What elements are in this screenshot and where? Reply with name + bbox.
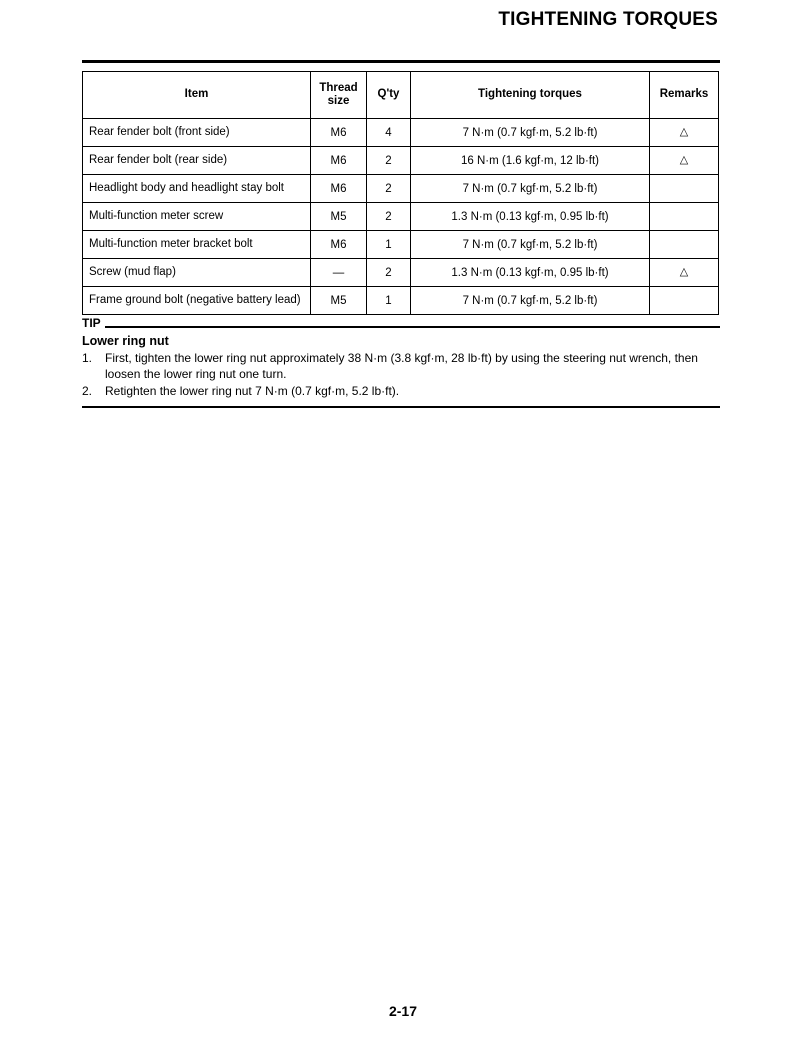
cell-item: Frame ground bolt (negative battery lead) [83, 287, 311, 315]
cell-thread-size: M5 [311, 287, 367, 315]
column-header-qty: Q'ty [367, 72, 411, 119]
cell-item: Screw (mud flap) [83, 259, 311, 287]
cell-item: Rear fender bolt (rear side) [83, 147, 311, 175]
table-body [83, 119, 719, 315]
cell-item: Multi-function meter screw [83, 203, 311, 231]
cell-item: Headlight body and headlight stay bolt [83, 175, 311, 203]
cell-qty: 2 [367, 259, 411, 287]
cell-qty: 2 [367, 175, 411, 203]
cell-torque: 1.3 N·m (0.13 kgf·m, 0.95 lb·ft) [411, 259, 650, 287]
cell-item: Rear fender bolt (front side) [83, 119, 311, 147]
cell-remarks [650, 203, 719, 231]
list-item [82, 384, 720, 400]
header-rule [82, 60, 720, 63]
cell-qty: 2 [367, 147, 411, 175]
tip-subheading: Lower ring nut [82, 334, 169, 348]
cell-remarks: △ [650, 119, 719, 147]
cell-torque: 7 N·m (0.7 kgf·m, 5.2 lb·ft) [411, 175, 650, 203]
cell-remarks: △ [650, 147, 719, 175]
column-header-item: Item [83, 72, 311, 119]
cell-qty: 2 [367, 203, 411, 231]
cell-torque: 1.3 N·m (0.13 kgf·m, 0.95 lb·ft) [411, 203, 650, 231]
tip-label: TIP [82, 316, 105, 330]
cell-thread-size: M6 [311, 231, 367, 259]
cell-torque: 7 N·m (0.7 kgf·m, 5.2 lb·ft) [411, 231, 650, 259]
cell-thread-size: M5 [311, 203, 367, 231]
column-header-tightening-torques: Tightening torques [411, 72, 650, 119]
list-item-number: 1. [82, 351, 93, 366]
cell-remarks: △ [650, 259, 719, 287]
table-row [83, 175, 719, 203]
list-item [82, 351, 720, 383]
list-item-text: First, tighten the lower ring nut approximately 38 N·m (3.8 kgf·m, 28 lb·ft) by using the steering nut wrench, then loosen the lower ring nut one turn. [105, 351, 698, 382]
cell-remarks [650, 175, 719, 203]
column-header-thread-size-line1: Thread [319, 81, 358, 94]
cell-torque: 7 N·m (0.7 kgf·m, 5.2 lb·ft) [411, 287, 650, 315]
table-header [83, 72, 719, 119]
tip-bottom-rule [82, 406, 720, 408]
cell-qty: 1 [367, 287, 411, 315]
table-header-row [83, 72, 719, 119]
tip-header [82, 316, 720, 331]
table-row [83, 259, 719, 287]
tightening-torques-table [82, 71, 719, 315]
cell-qty: 1 [367, 231, 411, 259]
table-row [83, 287, 719, 315]
cell-thread-size: M6 [311, 175, 367, 203]
list-item-number: 2. [82, 383, 93, 398]
tip-instruction-list [82, 351, 720, 399]
column-header-thread-size [311, 72, 367, 119]
table-row [83, 203, 719, 231]
cell-item: Multi-function meter bracket bolt [83, 231, 311, 259]
table-row [83, 231, 719, 259]
tip-block [82, 316, 720, 408]
column-header-remarks: Remarks [650, 72, 719, 119]
cell-remarks [650, 287, 719, 315]
table-row [83, 147, 719, 175]
page-running-head-title: TIGHTENING TORQUES [498, 9, 718, 30]
page-number-footer: 2-17 [388, 1003, 418, 1019]
column-header-thread-size-line2: size [327, 95, 350, 107]
tip-header-rule [82, 326, 720, 328]
cell-thread-size: M6 [311, 119, 367, 147]
cell-torque: 16 N·m (1.6 kgf·m, 12 lb·ft) [411, 147, 650, 175]
cell-thread-size: — [311, 259, 367, 287]
cell-thread-size: M6 [311, 147, 367, 175]
cell-torque: 7 N·m (0.7 kgf·m, 5.2 lb·ft) [411, 119, 650, 147]
cell-remarks [650, 231, 719, 259]
list-item-text: Retighten the lower ring nut 7 N·m (0.7 kgf·m, 5.2 lb·ft). [105, 383, 400, 398]
table-row [83, 119, 719, 147]
cell-qty: 4 [367, 119, 411, 147]
